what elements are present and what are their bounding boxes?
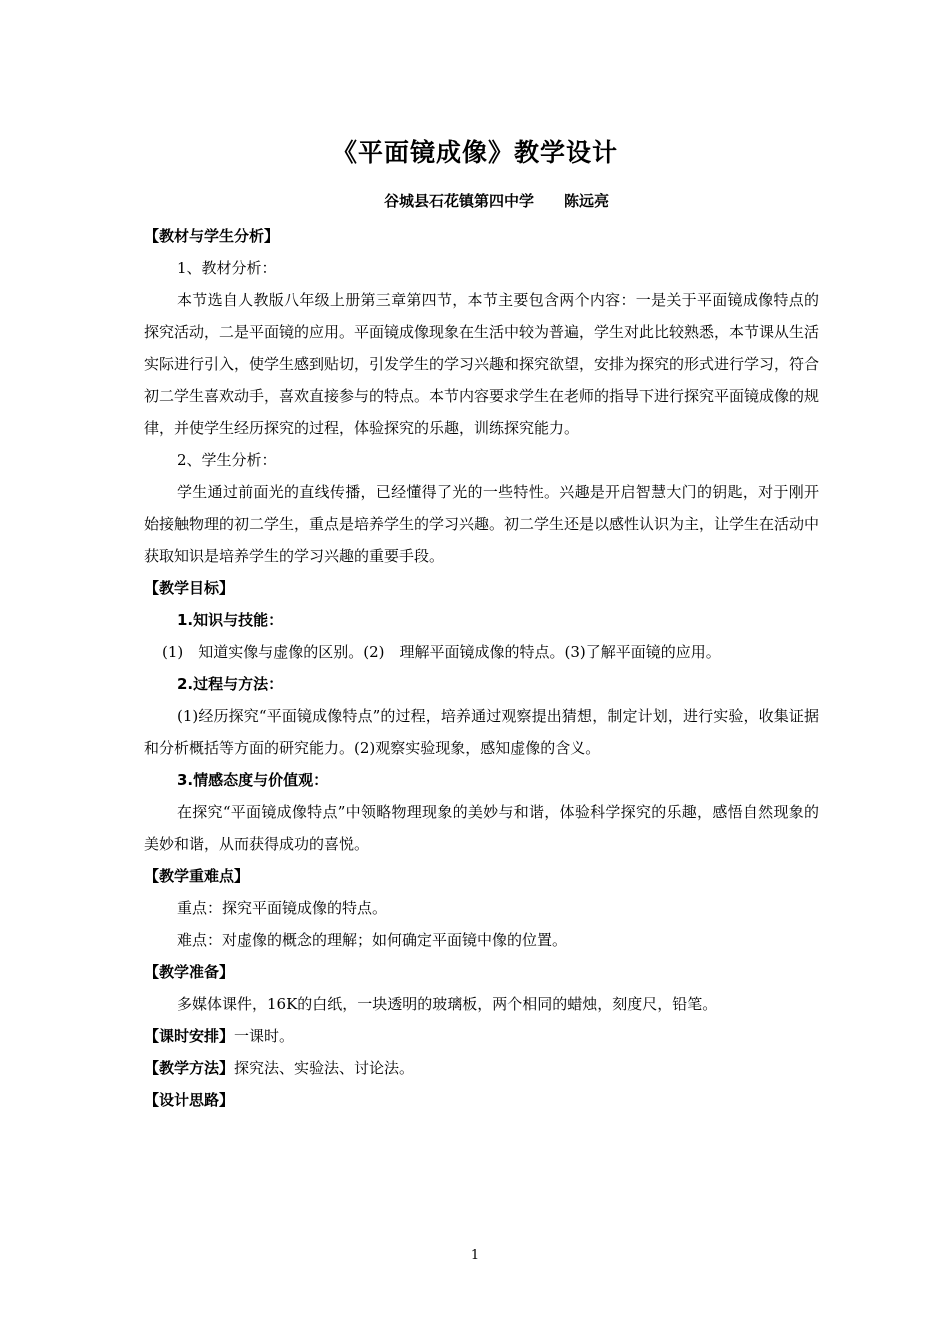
- schedule-line: [144, 1020, 819, 1052]
- schedule-text: 一课时。: [234, 1027, 295, 1045]
- goal-process-paragraph: (1)经历探究“平面镜成像特点”的过程，培养通过观察提出猜想，制定计划，进行实验，收集证据和分析概括等方面的研究能力。(2)观察实验现象，感知虚像的含义。: [144, 707, 819, 757]
- student-analysis-paragraph: 学生通过前面光的直线传播，已经懂得了光的一些特性。兴趣是开启智慧大门的钥匙，对于刚开始接触物理的初二学生，重点是培养学生的学习兴趣。初二学生还是以感性认识为主，让学生在活动中获取知识是培养学生的学习兴趣的重要手段。: [144, 483, 820, 565]
- section-heading-design: 【设计思路】: [144, 1091, 235, 1109]
- student-analysis-label: 2、学生分析：: [177, 451, 277, 469]
- textbook-analysis-label: 1、教材分析：: [177, 259, 277, 277]
- key-point-text: 重点：探究平面镜成像的特点。: [177, 899, 388, 917]
- author-line: 谷城县石花镇第四中学 陈远亮: [384, 192, 610, 210]
- method-text: 探究法、实验法、讨论法。: [234, 1059, 415, 1077]
- method-line: [144, 1052, 819, 1084]
- difficult-point-text: 难点：对虚像的概念的理解；如何确定平面镜中像的位置。: [177, 931, 568, 949]
- goal-knowledge-text: (1) 知道实像与虚像的区别。(2) 理解平面镜成像的特点。(3)了解平面镜的应用。: [162, 643, 721, 661]
- section-heading-goals: 【教学目标】: [144, 579, 235, 597]
- goal-process-label: 2.过程与方法：: [177, 675, 284, 693]
- document-body: [144, 220, 819, 1116]
- goal-attitude-label: 3.情感态度与价值观：: [177, 771, 329, 789]
- textbook-analysis-paragraph: 本节选自人教版八年级上册第三章第四节，本节主要包含两个内容：一是关于平面镜成像特点的探究活动，二是平面镜的应用。平面镜成像现象在生活中较为普遍，学生对此比较熟悉，本节课从生活实际进行引入，使学生感到贴切，引发学生的学习兴趣和探究欲望，安排为探究的形式进行学习，符合初二学生喜欢动手，喜欢直接参与的特点。本节内容要求学生在老师的指导下进行探究平面镜成像的规律，并使学生经历探究的过程，体验探究的乐趣，训练探究能力。: [144, 291, 820, 437]
- section-heading-preparation: 【教学准备】: [144, 963, 235, 981]
- section-heading-schedule: 【课时安排】: [144, 1027, 235, 1045]
- page-number: 1: [470, 1248, 480, 1263]
- goal-knowledge-label: 1.知识与技能：: [177, 611, 284, 629]
- goal-attitude-paragraph: 在探究“平面镜成像特点”中领略物理现象的美妙与和谐，体验科学探究的乐趣，感悟自然现象的美妙和谐，从而获得成功的喜悦。: [144, 803, 819, 853]
- section-heading-method: 【教学方法】: [144, 1059, 235, 1077]
- section-heading-analysis: 【教材与学生分析】: [144, 227, 280, 245]
- preparation-text: 多媒体课件，16K的白纸，一块透明的玻璃板，两个相同的蜡烛，刻度尺，铅笔。: [177, 995, 718, 1013]
- document-title: 《平面镜成像》教学设计: [331, 138, 618, 167]
- section-heading-keypoints: 【教学重难点】: [144, 867, 250, 885]
